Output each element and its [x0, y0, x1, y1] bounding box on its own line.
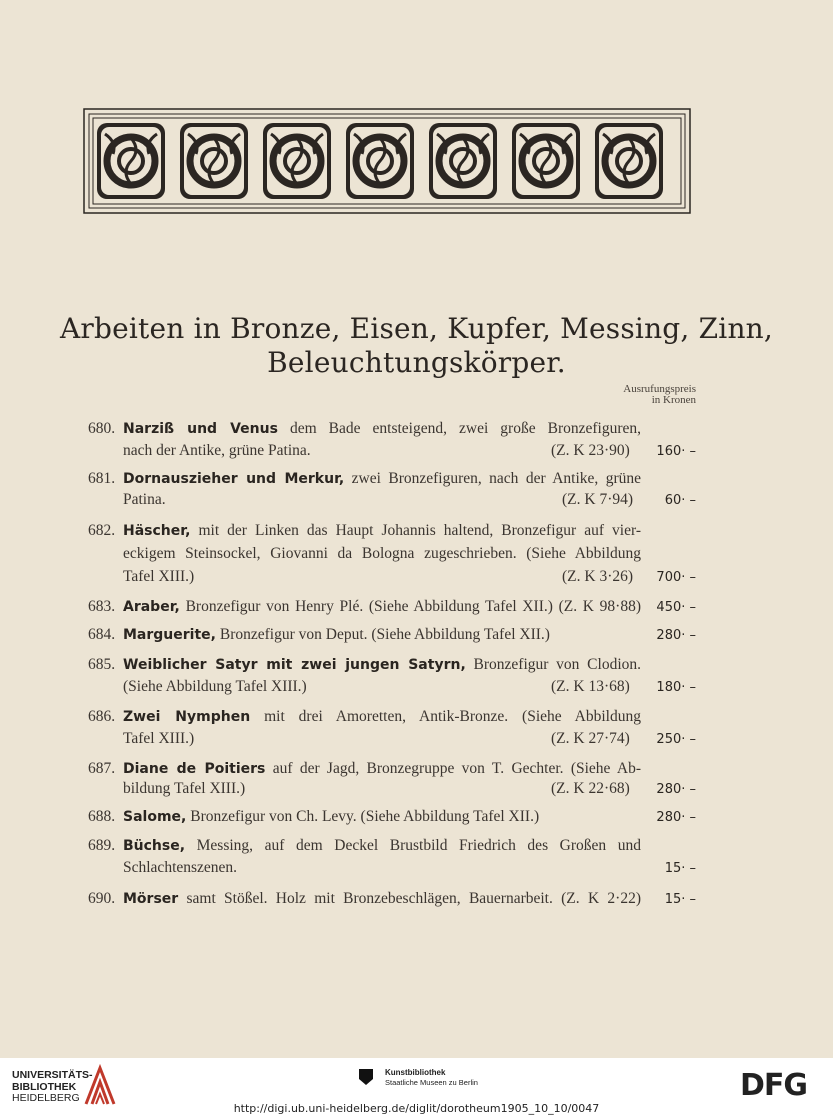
entry-price: 280· – — [656, 628, 696, 643]
entry-description-cont: Tafel XIII.) — [123, 568, 195, 585]
entry-description: Bronzefigur von Henry Plé. (Siehe Abbildung Tafel XII.) (Z. K 98·88) — [179, 598, 641, 615]
entry-number: 684. — [88, 626, 116, 643]
entry-description-cont: Tafel XIII.) — [123, 730, 195, 747]
entry-price: 160· – — [656, 444, 696, 459]
dfg-logo: DFG — [740, 1068, 808, 1103]
entry-title: Diane de Poitiers — [123, 761, 266, 777]
entry-reference: (Z. K 27·74) — [551, 730, 630, 747]
entry-text-line — [123, 708, 641, 726]
entry-number: 683. — [88, 598, 116, 615]
entry-number: 686. — [88, 708, 116, 725]
entry-title: Zwei Nymphen — [123, 709, 251, 725]
entry-text-line — [123, 890, 641, 908]
entry-title: Araber, — [123, 599, 180, 615]
ub-line1: UNIVERSITÄTS- — [12, 1069, 93, 1081]
entry-text-line — [123, 837, 641, 855]
entry-reference: (Z. K 7·94) — [562, 491, 634, 508]
entry-title: Mörser — [123, 891, 179, 907]
entry-text-line — [123, 760, 641, 778]
entry-description-cont: Patina. — [123, 491, 166, 508]
ub-line2: BIBLIOTHEK — [12, 1080, 77, 1093]
entry-reference: (Z. K 3·26) — [562, 568, 634, 585]
entry-title: Dornauszieher und Merkur, — [123, 471, 345, 487]
kunstbibliothek-logo-text — [385, 1068, 478, 1088]
entry-title: Weiblicher Satyr mit zwei jungen Satyrn, — [123, 657, 466, 673]
section-heading-line2: Beleuchtungskörper. — [267, 346, 566, 379]
entry-number: 682. — [88, 522, 116, 539]
entry-description: Bronzefigur von Deput. (Siehe Abbildung Tafel XII.) — [215, 626, 550, 643]
entry-description: Bronzefigur von Ch. Levy. (Siehe Abbildung Tafel XII.) — [186, 808, 540, 825]
entry-number: 688. — [88, 808, 116, 825]
entry-text-line — [123, 656, 641, 674]
kb-line2: Staatliche Museen zu Berlin — [385, 1078, 478, 1087]
entry-description-cont: Schlachtenszenen. — [123, 859, 238, 876]
entry-reference: (Z. K 23·90) — [551, 442, 630, 459]
entry-price: 15· – — [664, 861, 696, 876]
entry-title: Narziß und Venus — [123, 421, 278, 437]
entry-description: dem Bade entsteigend, zwei große Bronzefiguren, — [277, 420, 641, 437]
entry-description: Bronzefigur von Clodion. — [465, 656, 641, 673]
entry-price: 280· – — [656, 810, 696, 825]
entry-title: Salome, — [123, 809, 187, 825]
section-heading-line1: Arbeiten in Bronze, Eisen, Kupfer, Messing, Zinn, — [60, 312, 774, 345]
entry-text-line — [123, 808, 641, 826]
entry-description: zwei Bronzefiguren, nach der Antike, grüne — [344, 470, 641, 487]
permalink-url[interactable]: http://digi.ub.uni-heidelberg.de/diglit/dorotheum1905_10_10/0047 — [233, 1102, 600, 1115]
entry-price: 450· – — [656, 600, 696, 615]
entry-description: mit drei Amoretten, Antik-Bronze. (Siehe Abbildung — [250, 708, 641, 725]
entry-description: mit der Linken das Haupt Johannis haltend, Bronzefigur auf vier- — [190, 522, 641, 539]
entry-price: 180· – — [656, 680, 696, 695]
entry-price: 15· – — [664, 892, 696, 907]
entry-text-line — [123, 470, 641, 488]
entry-number: 685. — [88, 656, 116, 673]
entry-number: 689. — [88, 837, 116, 854]
entry-number: 690. — [88, 890, 116, 907]
price-column-unit: in Kronen — [651, 394, 696, 406]
entry-title: Büchse, — [123, 838, 186, 854]
entry-reference: (Z. K 13·68) — [551, 678, 630, 695]
entry-price: 250· – — [656, 732, 696, 747]
entry-price: 700· – — [656, 570, 696, 585]
price-column-header: Ausrufungspreis — [623, 383, 696, 395]
entry-description-cont: nach der Antike, grüne Patina. — [123, 442, 311, 459]
entry-number: 680. — [88, 420, 116, 437]
kb-line1: Kunstbibliothek — [385, 1068, 446, 1077]
entry-description-cont: bildung Tafel XIII.) — [123, 780, 246, 797]
ornamental-frieze — [83, 108, 691, 214]
entry-number: 687. — [88, 760, 116, 777]
entry-text-line — [123, 626, 641, 644]
entry-text-line — [123, 522, 641, 540]
entry-text-line — [123, 598, 641, 616]
entry-reference: (Z. K 22·68) — [551, 780, 630, 797]
entry-description: auf der Jagd, Bronzegruppe von T. Gechter. (Siehe Ab- — [265, 760, 641, 777]
entry-price: 60· – — [664, 493, 696, 508]
entry-description: samt Stößel. Holz mit Bronzebeschlägen, Bauernarbeit. (Z. K 2·22) — [178, 890, 641, 907]
entry-title: Marguerite, — [123, 627, 216, 643]
entry-description: Messing, auf dem Deckel Brustbild Friedrich des Großen und — [185, 837, 641, 854]
ub-line3: HEIDELBERG — [12, 1092, 80, 1104]
entry-description-cont: (Siehe Abbildung Tafel XIII.) — [123, 678, 307, 695]
ub-heidelberg-logo-text — [12, 1070, 93, 1105]
entry-title: Häscher, — [123, 523, 191, 539]
entry-text-line — [123, 420, 641, 438]
entry-price: 280· – — [656, 782, 696, 797]
entry-number: 681. — [88, 470, 116, 487]
kunstbibliothek-logo-icon — [355, 1066, 377, 1088]
entry-description-cont: eckigem Steinsockel, Giovanni da Bologna zugeschrieben. (Siehe Abbildung — [123, 545, 641, 562]
